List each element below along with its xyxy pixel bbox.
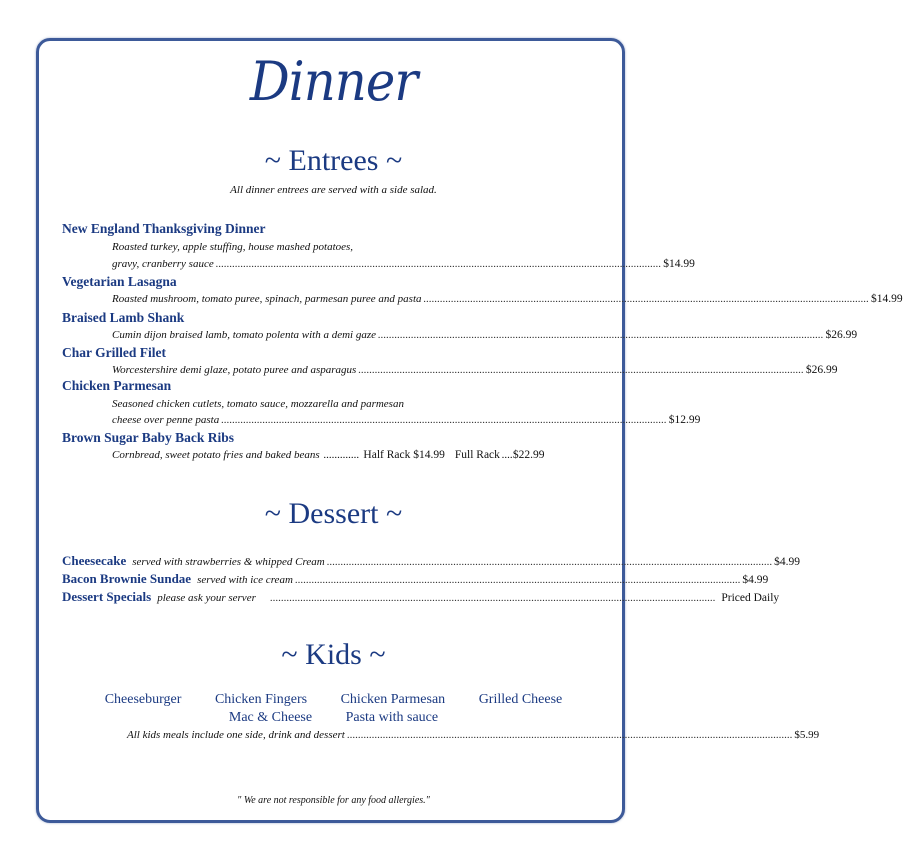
dessert-desc: please ask your server	[157, 592, 256, 604]
kids-items-row	[0, 692, 667, 708]
entree-price: $26.99	[825, 329, 858, 341]
kids-item: Chicken Parmesan	[340, 692, 446, 707]
dessert-name: Dessert Specials	[62, 589, 152, 604]
dessert-price: $4.99	[774, 556, 801, 568]
kids-note-row	[127, 729, 820, 741]
dessert-desc: served with strawberries & whipped Cream	[132, 556, 325, 568]
entree-price: $26.99	[805, 364, 838, 376]
kids-price: $5.99	[794, 729, 820, 741]
entree-desc-line: Roasted mushroom, tomato puree, spinach, parmesan puree and pasta .................................................................................................................................................................. $14.99	[112, 293, 903, 305]
leader-dots: ....	[501, 449, 513, 461]
kids-item: Chicken Fingers	[214, 692, 308, 707]
kids-item: Cheeseburger	[104, 692, 182, 707]
entree-half-price: Half Rack $14.99	[363, 449, 445, 461]
entree-price: $12.99	[668, 414, 701, 426]
leader-dots: .............	[323, 449, 360, 461]
entree-price: $14.99	[871, 293, 903, 305]
leader-dots: ..................................................................................................................................................................	[423, 293, 870, 305]
dessert-row	[62, 553, 801, 569]
entrees-note: All dinner entrees are served with a side salad.	[230, 184, 437, 196]
kids-items-row	[0, 710, 667, 726]
entree-desc-line: Cumin dijon braised lamb, tomato polenta with a demi gaze .................................................................................................................................................................. $26.99	[112, 329, 858, 341]
dessert-heading: ~ Dessert ~	[264, 497, 403, 530]
dessert-row	[62, 589, 780, 605]
kids-item: Grilled Cheese	[478, 692, 563, 707]
leader-dots: ..................................................................................................................................................................	[294, 574, 741, 586]
entree-full-price: $22.99	[512, 449, 545, 461]
entree-name: Brown Sugar Baby Back Ribs	[62, 430, 235, 445]
entree-desc-line: gravy, cranberry sauce .................................................................................................................................................................. $14.99	[112, 258, 695, 270]
dessert-desc: served with ice cream	[197, 574, 293, 586]
kids-heading: ~ Kids ~	[281, 638, 386, 671]
dessert-row	[62, 571, 769, 587]
entree-desc: Seasoned chicken cutlets, tomato sauce, mozzarella and parmesan	[112, 398, 404, 410]
leader-dots: ..................................................................................................................................................................	[221, 414, 667, 426]
entree-desc-line: cheese over penne pasta .................................................................................................................................................................. $12.99	[112, 414, 701, 426]
kids-item: Mac & Cheese	[228, 710, 313, 725]
entree-name: Chicken Parmesan	[62, 378, 172, 393]
kids-note: All kids meals include one side, drink and dessert	[127, 729, 345, 741]
dessert-price: $4.99	[742, 574, 769, 586]
leader-dots: ..................................................................................................................................................................	[215, 258, 662, 270]
leader-dots: ..................................................................................................................................................................	[346, 729, 793, 741]
dessert-price: Priced Daily	[721, 592, 780, 604]
entree-desc: Roasted turkey, apple stuffing, house mashed potatoes,	[112, 241, 354, 253]
leader-dots: ..................................................................................................................................................................	[378, 329, 824, 341]
entree-name: New England Thanksgiving Dinner	[62, 221, 266, 236]
allergy-disclaimer: " We are not responsible for any food allergies."	[237, 795, 430, 806]
kids-item: Pasta with sauce	[345, 710, 439, 725]
leader-dots: ..................................................................................................................................................................	[326, 556, 773, 568]
menu-title: Dinner	[249, 50, 418, 113]
entree-desc-line: Worcestershire demi glaze, potato puree and asparagus .................................................................................................................................................................. $26.99	[112, 364, 838, 376]
leader-dots: ..................................................................................................................................................................	[269, 592, 716, 604]
entrees-heading: ~ Entrees ~	[264, 144, 403, 177]
entree-name: Vegetarian Lasagna	[62, 274, 177, 289]
dessert-name: Bacon Brownie Sundae	[62, 571, 192, 586]
entree-name: Char Grilled Filet	[62, 345, 166, 360]
entree-price: $14.99	[663, 258, 695, 270]
dessert-name: Cheesecake	[62, 553, 127, 568]
entree-full-label: Full Rack	[454, 449, 500, 461]
leader-dots: ..................................................................................................................................................................	[358, 364, 804, 376]
entree-name: Braised Lamb Shank	[62, 310, 185, 325]
entree-desc-line: Cornbread, sweet potato fries and baked beans ............. Half Rack $14.99 Full Rack .... $22.99	[112, 449, 545, 461]
